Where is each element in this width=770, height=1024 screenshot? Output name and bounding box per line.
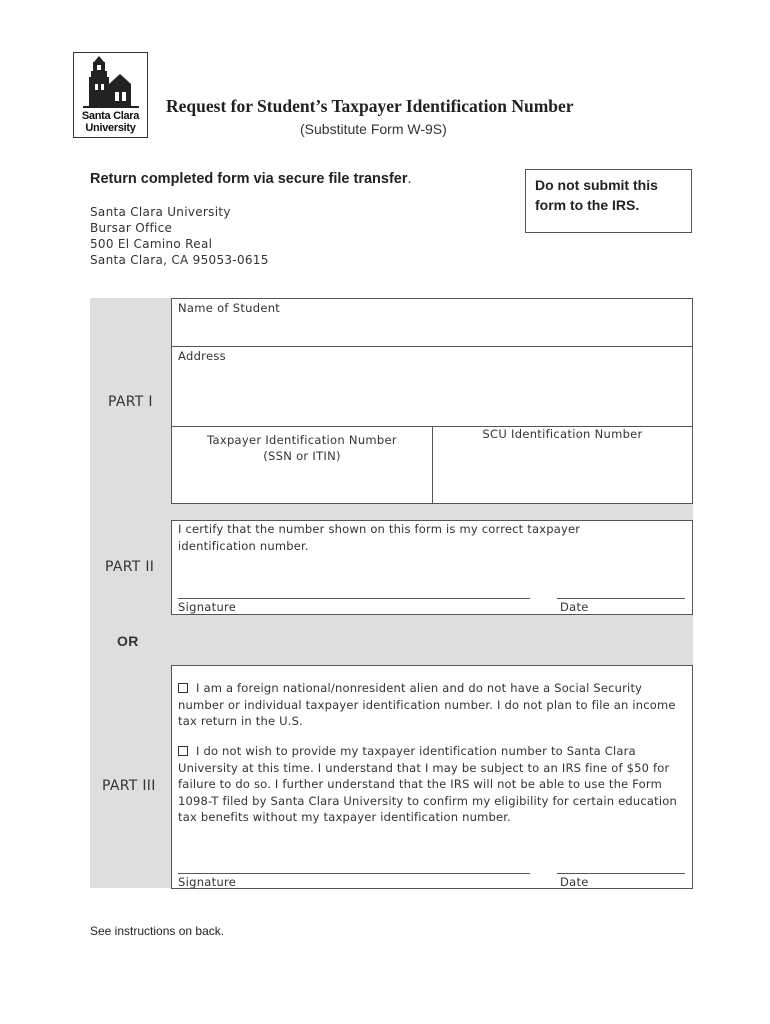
form-title: Request for Student’s Taxpayer Identification Number — [166, 96, 574, 116]
logo-text-line2: University — [85, 122, 136, 134]
option1-text: I am a foreign national/nonresident alien and do not have a Social Security number or individual taxpayer identification number. I do not plan to file an income tax return in the U.S. — [178, 681, 676, 728]
address-line-1: Santa Clara University — [90, 205, 231, 219]
return-instruction — [90, 171, 412, 187]
part3-options-box — [171, 665, 693, 889]
irs-notice-box — [525, 169, 692, 233]
address-line-3: 500 El Camino Real — [90, 237, 213, 251]
student-name-label: Name of Student — [178, 301, 281, 315]
part2-signature-label: Signature — [178, 600, 237, 614]
or-band — [90, 614, 693, 666]
mission-church-icon — [75, 54, 147, 110]
student-name-field[interactable] — [171, 298, 693, 347]
tin-label-line2: (SSN or ITIN) — [263, 449, 341, 463]
part2-date-line[interactable] — [557, 598, 685, 599]
certify-text: I certify that the number shown on this form is my correct taxpayer identification number. — [178, 522, 581, 553]
option1-checkbox[interactable] — [178, 683, 188, 693]
or-label: OR — [117, 633, 139, 649]
part2-certification-box — [171, 520, 693, 615]
logo-text-line1: Santa Clara — [81, 110, 140, 122]
part1-label: PART I — [108, 394, 153, 410]
part2-signature-line[interactable] — [178, 598, 530, 599]
part3-label: PART III — [102, 778, 156, 794]
option2-text: I do not wish to provide my taxpayer identification number to Santa Clara University at this time. I understand that I may be subject to an IRS fine of $50 for failure to do so. I further understand that the IRS will not be able to use the Form 1098-T filed by Santa Clara University to confirm my eligibility for certain education tax benefits without my taxpayer identification number. — [178, 744, 677, 824]
irs-notice-line1: Do not submit this — [535, 177, 658, 193]
form-subtitle: (Substitute Form W-9S) — [300, 121, 447, 137]
part3-signature-label: Signature — [178, 875, 237, 889]
scu-id-field[interactable] — [432, 426, 693, 504]
part3-sidebar — [90, 666, 172, 888]
address-label: Address — [178, 349, 226, 363]
tin-label-line1: Taxpayer Identification Number — [207, 433, 397, 447]
part3-date-label: Date — [560, 875, 589, 889]
part3-date-line[interactable] — [557, 873, 685, 874]
option2-block — [178, 743, 690, 826]
part2-label: PART II — [105, 559, 155, 575]
university-logo — [73, 52, 148, 138]
footer-note: See instructions on back. — [90, 924, 225, 938]
part2-date-label: Date — [560, 600, 589, 614]
part3-signature-line[interactable] — [178, 873, 530, 874]
address-field[interactable] — [171, 346, 693, 427]
address-line-2: Bursar Office — [90, 221, 173, 235]
return-instruction-period: . — [407, 171, 412, 187]
option1-block — [178, 680, 686, 730]
irs-notice-line2: form to the IRS. — [535, 197, 640, 213]
part-gap-band — [90, 504, 693, 521]
option2-checkbox[interactable] — [178, 746, 188, 756]
scu-id-label: SCU Identification Number — [482, 427, 643, 441]
address-line-4: Santa Clara, CA 95053-0615 — [90, 253, 269, 267]
tin-field[interactable] — [171, 426, 433, 504]
return-instruction-text: Return completed form via secure file transfer — [90, 171, 408, 187]
